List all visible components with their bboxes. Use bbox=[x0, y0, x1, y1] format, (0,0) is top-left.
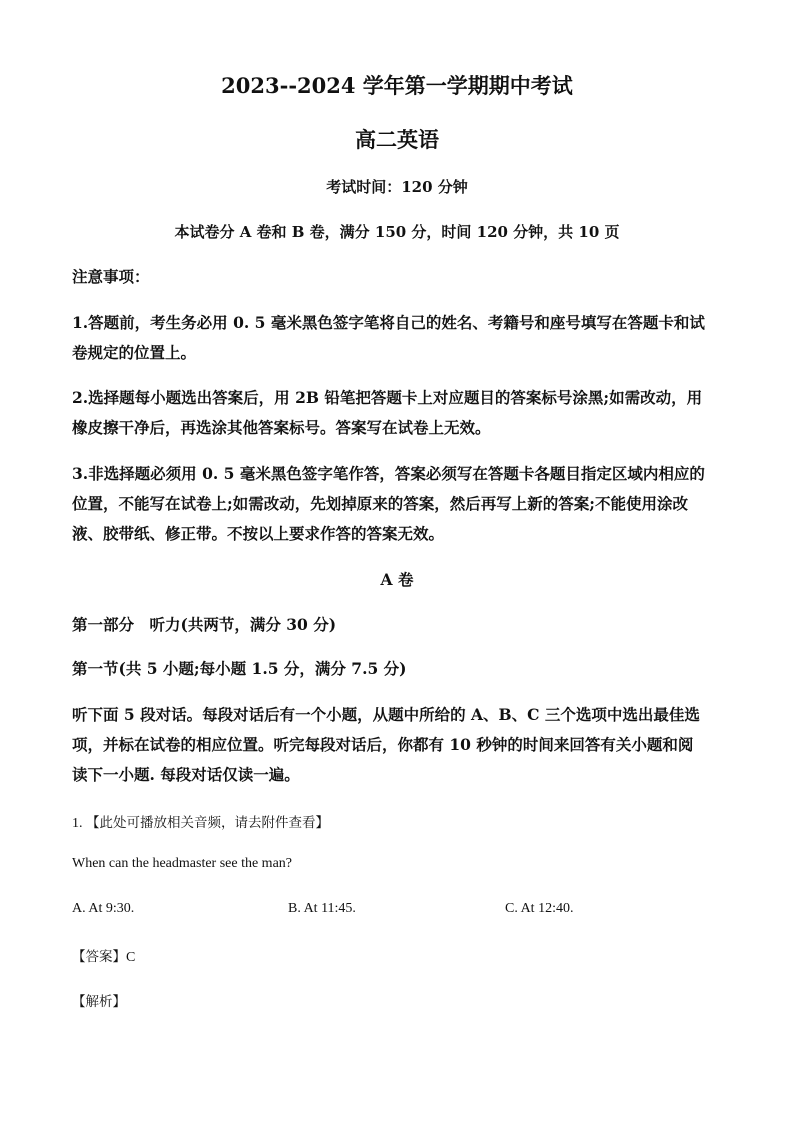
note-3-line-2: 位置，不能写在试卷上;如需改动，先划掉原来的答案，然后再写上新的答案;不能使用涂改 bbox=[72, 494, 688, 513]
answer-line bbox=[72, 945, 135, 966]
instructions-line-3: 读下一小题. 每段对话仅读一遍。 bbox=[72, 765, 300, 784]
note-3-line-3: 液、胶带纸、修正带。不按以上要求作答的答案无效。 bbox=[72, 524, 445, 543]
answer-label: 【答案】 bbox=[72, 949, 126, 965]
volume-heading: A 卷 bbox=[380, 570, 414, 589]
analysis-line bbox=[72, 990, 126, 1011]
time-limit: 考试时间：120 分钟 bbox=[326, 178, 468, 196]
instructions-line-1: 听下面 5 段对话。每段对话后有一个小题，从题中所给的 A、B、C 三个选项中选出最佳选 bbox=[72, 705, 700, 724]
note-3-line-1: 3.非选择题必须用 0. 5 毫米黑色签字笔作答，答案必须写在答题卡各题目指定区域内相应的 bbox=[72, 464, 705, 483]
audio-note: 【此处可播放相关音频，请去附件查看】 bbox=[86, 815, 329, 831]
option-b: B. At 11:45. bbox=[288, 901, 356, 916]
notes-heading: 注意事项： bbox=[72, 267, 150, 286]
analysis-label: 【解析】 bbox=[72, 994, 126, 1010]
instructions-line-2: 项，并标在试卷的相应位置。听完每段对话后，你都有 10 秒钟的时间来回答有关小题和阅 bbox=[72, 735, 694, 754]
subject-title: 高二英语 bbox=[355, 127, 439, 152]
note-2-line-1: 2.选择题每小题选出答案后，用 2B 铅笔把答题卡上对应题目的答案标号涂黑;如需改动，用 bbox=[72, 388, 703, 407]
question-1-audio-note bbox=[72, 811, 329, 832]
note-1-line-2: 卷规定的位置上。 bbox=[72, 343, 197, 362]
note-1-line-1: 1.答题前，考生务必用 0. 5 毫米黑色签字笔将自己的姓名、考籍号和座号填写在答题卡和试 bbox=[72, 313, 705, 332]
section-1-heading: 第一节(共 5 小题;每小题 1.5 分，满分 7.5 分) bbox=[72, 659, 407, 678]
option-c: C. At 12:40. bbox=[505, 901, 574, 916]
paper-info: 本试卷分 A 卷和 B 卷，满分 150 分，时间 120 分钟，共 10 页 bbox=[174, 223, 620, 241]
note-2-line-2: 橡皮擦干净后，再选涂其他答案标号。答案写在试卷上无效。 bbox=[72, 418, 491, 437]
question-1-text: When can the headmaster see the man? bbox=[72, 856, 293, 871]
part-1-heading: 第一部分 听力(共两节，满分 30 分) bbox=[72, 615, 337, 634]
option-a: A. At 9:30. bbox=[72, 901, 135, 916]
question-number: 1. bbox=[72, 816, 86, 831]
exam-title: 2023--2024 学年第一学期期中考试 bbox=[221, 73, 573, 98]
answer-value: C bbox=[126, 950, 136, 965]
